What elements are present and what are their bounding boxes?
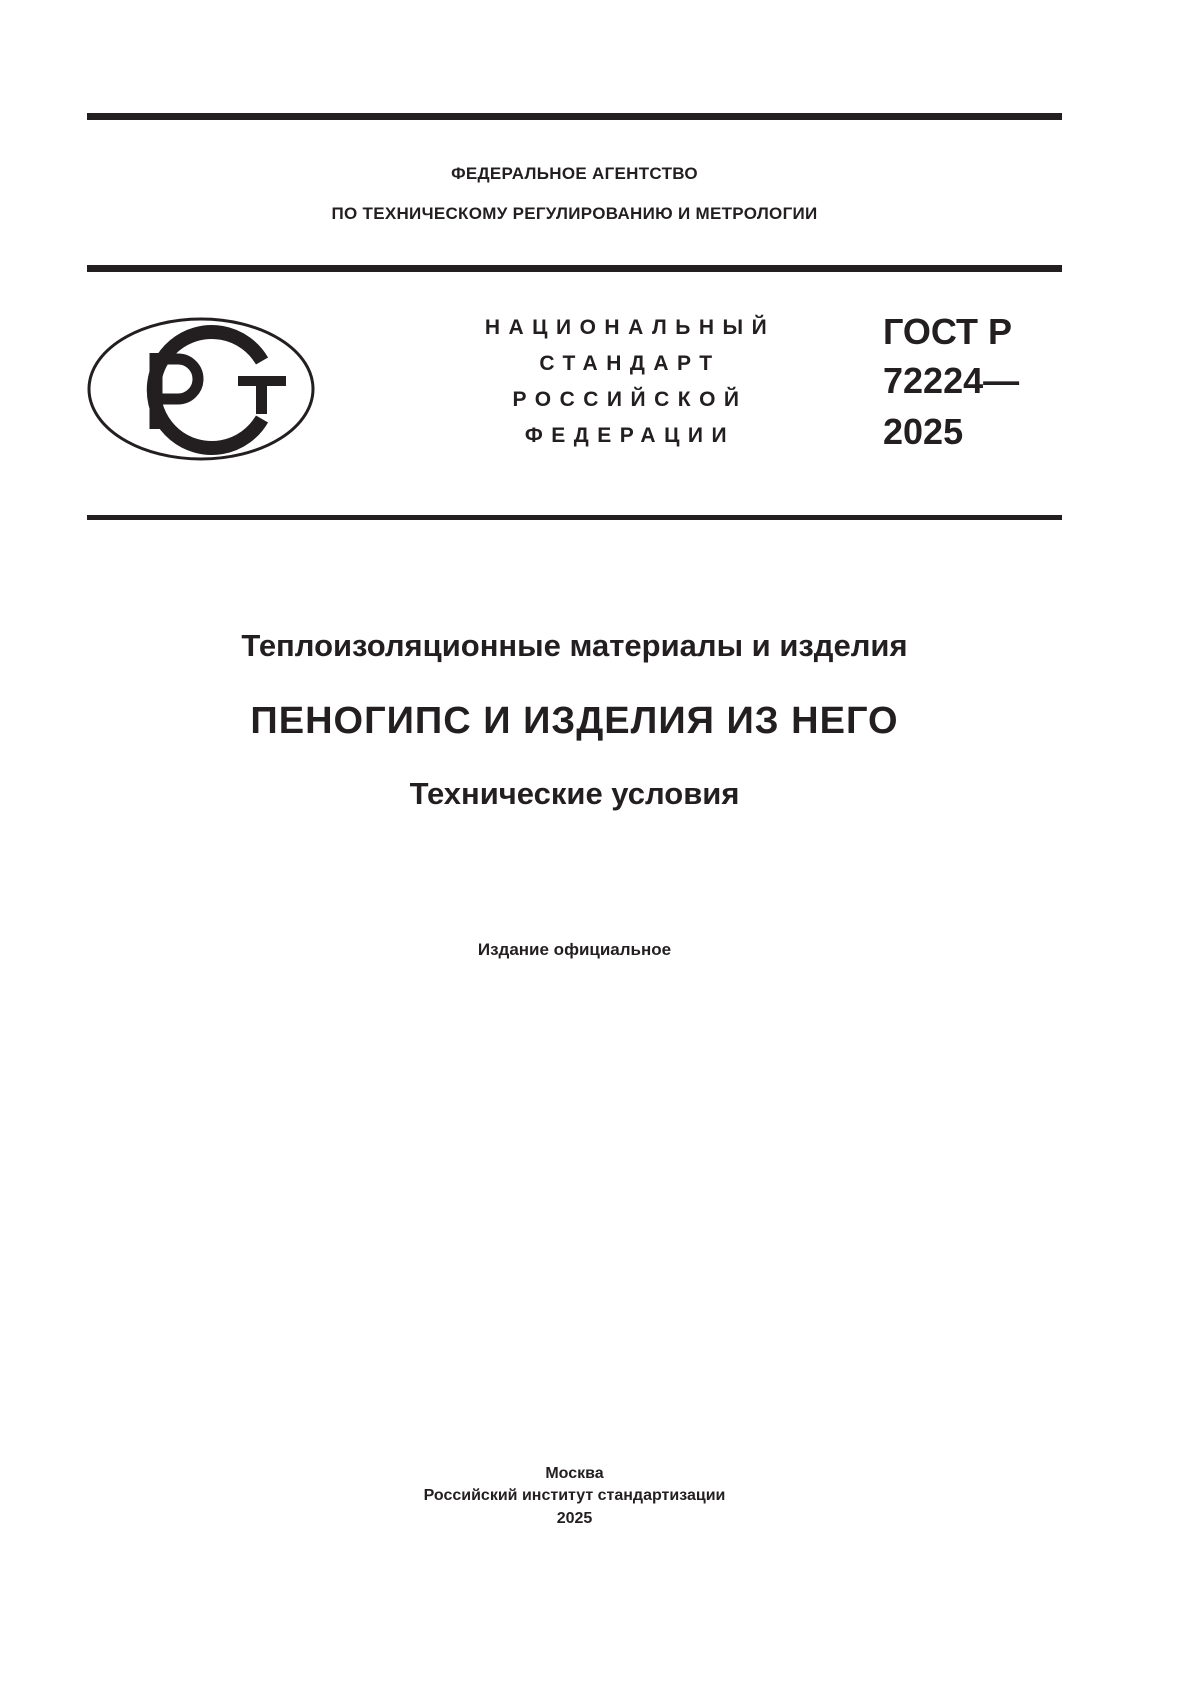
publication-city: Москва: [545, 1465, 604, 1482]
header-rule: [87, 265, 1062, 272]
national-standard-line-1: НАЦИОНАЛЬНЫЙ: [484, 316, 776, 339]
document-title: ПЕНОГИПС И ИЗДЕЛИЯ ИЗ НЕГО: [250, 700, 899, 742]
national-standard-line-2: СТАНДАРТ: [539, 352, 721, 375]
document-category: Теплоизоляционные материалы и изделия: [241, 628, 908, 663]
standard-designation-year: 2025: [883, 411, 964, 452]
document-subtitle: Технические условия: [409, 776, 740, 811]
publisher-name: Российский институт стандартизации: [423, 1487, 726, 1504]
national-standard-line-4: ФЕДЕРАЦИИ: [524, 424, 736, 447]
title-block-rule: [87, 515, 1062, 520]
national-standard-line-3: РОССИЙСКОЙ: [512, 388, 748, 411]
edition-note: Издание официальное: [477, 940, 672, 959]
standard-designation-number: 72224—: [883, 360, 1020, 401]
publication-year: 2025: [556, 1510, 593, 1527]
rst-logo-icon: [86, 316, 316, 462]
standard-designation-prefix: ГОСТ Р: [883, 311, 1013, 352]
top-rule: [87, 113, 1062, 120]
agency-name-line-1: ФЕДЕРАЛЬНОЕ АГЕНТСТВО: [451, 164, 698, 183]
agency-name-line-2: ПО ТЕХНИЧЕСКОМУ РЕГУЛИРОВАНИЮ И МЕТРОЛОГИИ: [331, 204, 818, 223]
